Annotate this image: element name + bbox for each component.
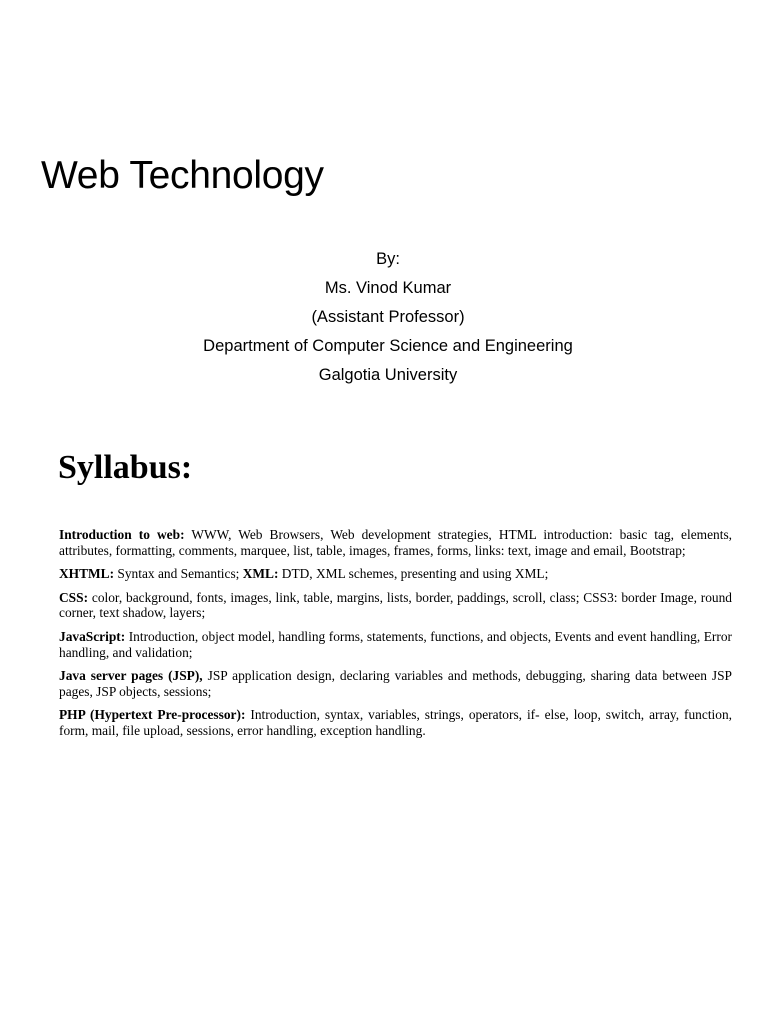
topic-text: color, background, fonts, images, link, table, margins, lists, border, paddings, scroll, class; CSS3: border Image, round corner, text shadow, layers; [59,589,732,621]
topic-text: Syntax and Semantics; [114,566,243,582]
author-role: (Assistant Professor) [311,308,465,326]
topic-text: WWW, Web Browsers, Web development strategies, HTML introduction: basic tag, elements, attributes, formatting, comments, marquee, list, table, images, frames, forms, links: text, image and email, Bootstrap; [59,527,732,558]
topic-term: Java server pages (JSP), [59,668,203,684]
document-title: Web Technology [41,154,324,197]
topic-term: CSS: [59,589,89,605]
university-name: Galgotia University [318,366,458,384]
topic-text: Introduction, syntax, variables, strings, operators, if- else, loop, switch, array, function, form, mail, file upload, sessions, error handling, exception handling. [59,707,732,738]
topic-term: PHP (Hypertext Pre-processor): [59,707,246,723]
author-name: Ms. Vinod Kumar [324,279,452,297]
topic-term: JavaScript: [59,628,126,644]
topic-javascript [59,629,732,660]
topic-term: Introduction to web: [59,527,185,542]
department-name: Department of Computer Science and Engineering [203,337,573,355]
by-label: By: [376,250,400,268]
topic-introduction-to-web [59,527,732,558]
topic-text-secondary: DTD, XML schemes, presenting and using XML; [278,566,549,582]
author-block [0,245,768,390]
topic-text: Introduction, object model, handling forms, statements, functions, and objects, Events and event handling, Error handling, and validation; [59,628,732,660]
topic-xhtml-xml [59,566,732,582]
topic-term-secondary: XML: [242,566,279,582]
syllabus-topics [59,527,732,747]
topic-term: XHTML: [59,566,115,582]
topic-text: JSP application design, declaring variables and methods, debugging, sharing data between JSP pages, JSP objects, sessions; [59,668,732,699]
topic-css [59,590,732,621]
syllabus-heading: Syllabus: [58,449,193,486]
topic-php [59,707,732,738]
topic-jsp [59,668,732,699]
